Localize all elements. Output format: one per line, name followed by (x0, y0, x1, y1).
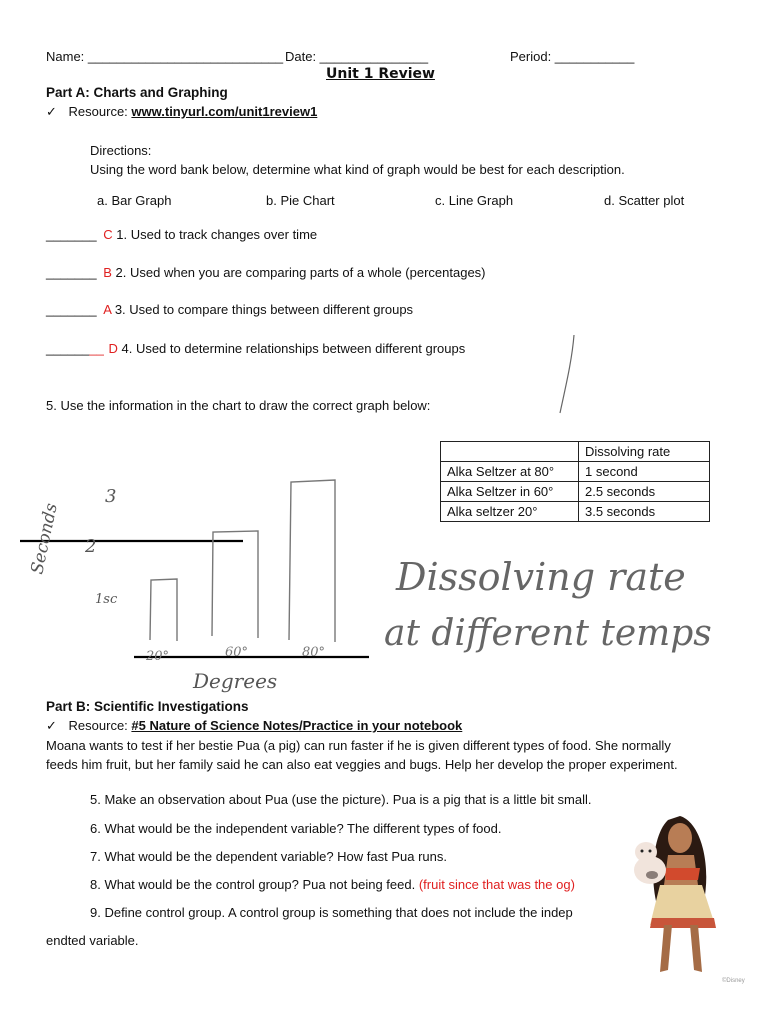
answer-text: D (108, 341, 118, 356)
word-bank-d: d. Scatter plot (604, 193, 685, 208)
answer-blank: _______ (46, 302, 97, 317)
resource-prefix: Resource: (68, 104, 132, 119)
answer-text: C (103, 227, 113, 242)
x-tick-80: 80° (302, 645, 326, 660)
answer-text: (fruit since that was the og) (418, 877, 575, 892)
directions-label: Directions: (90, 143, 152, 158)
resource-link[interactable]: #5 Nature of Science Notes/Practice in your notebook (131, 718, 463, 733)
pig-eye (649, 850, 652, 853)
x-tick-20: 20° (146, 649, 170, 664)
name-field: Name: ___________________________ (46, 49, 284, 64)
table-cell: Dissolving rate (579, 442, 710, 462)
part-b-heading: Part B: Scientific Investigations (46, 699, 249, 714)
answer-blank: _______ (46, 227, 97, 242)
top-shape (664, 868, 700, 880)
pig-head (635, 842, 657, 862)
part-b-question-9: 9. Define control group. A control group is something that does not include the indep (90, 905, 573, 920)
check-icon: ✓ (46, 718, 57, 733)
pig-eye (641, 850, 644, 853)
part-b-question-6: 6. What would be the independent variable? The different types of food. (90, 821, 502, 836)
table-cell: 3.5 seconds (579, 502, 710, 522)
copyright-mark: ©Disney (722, 978, 745, 984)
word-bank-b: b. Pie Chart (266, 193, 335, 208)
question-text: 3. Used to compare things between different groups (111, 302, 414, 317)
question-text: 4. Used to determine relationships between different groups (117, 341, 466, 356)
part-b-question-9-cont: endted variable. (46, 933, 139, 948)
table-cell: 1 second (579, 462, 710, 482)
part-b-question-5: 5. Make an observation about Pua (use the picture). Pua is a pig that is a little bit small. (90, 792, 592, 807)
tick-2: 2 (85, 536, 97, 557)
tick-1: 1sc (95, 592, 118, 607)
answer-blank: ______ (46, 341, 90, 356)
word-bank-a: a. Bar Graph (97, 193, 172, 208)
tick-3: 3 (105, 486, 117, 507)
intro-line-2: feeds him fruit, but her family said he can also eat veggies and bugs. Help her develop the proper experiment. (46, 757, 678, 772)
leg-left (660, 925, 672, 972)
pig-spot (646, 871, 658, 879)
resource-link[interactable]: www.tinyurl.com/unit1review1 (131, 104, 318, 119)
part-b-question-7: 7. What would be the dependent variable? How fast Pua runs. (90, 849, 447, 864)
answer-underline: __ (89, 341, 104, 356)
answer-text: A (103, 302, 112, 317)
x-tick-60: 60° (225, 645, 249, 660)
table-cell: Alka seltzer 20° (441, 502, 579, 522)
skirt-band (650, 918, 716, 928)
part-a-heading: Part A: Charts and Graphing (46, 85, 228, 100)
face-shape (668, 823, 692, 853)
table-cell: 2.5 seconds (579, 482, 710, 502)
y-axis-label: Seconds (27, 501, 62, 577)
question-text: 8. What would be the control group? Pua not being feed. (90, 877, 419, 892)
question-text: 1. Used to track changes over time (112, 227, 318, 242)
intro-line-1: Moana wants to test if her bestie Pua (a pig) can run faster if he is given different types of food. She normally (46, 738, 671, 753)
graph-title-line1: Dissolving rate (396, 555, 686, 599)
graph-title-line2: at different temps (384, 613, 712, 654)
answer-text: B (103, 265, 112, 280)
answer-blank: _______ (46, 265, 97, 280)
check-icon: ✓ (46, 104, 57, 119)
directions-text: Using the word bank below, determine what kind of graph would be best for each description. (90, 162, 625, 177)
period-field: Period: ___________ (510, 49, 635, 64)
leg-right (690, 925, 702, 972)
word-bank-c: c. Line Graph (435, 193, 514, 208)
question-text: 2. Used when you are comparing parts of a whole (percentages) (111, 265, 486, 280)
table-cell: Alka Seltzer in 60° (441, 482, 579, 502)
x-axis-label: Degrees (193, 669, 278, 693)
page-title: Unit 1 Review (326, 66, 435, 82)
date-field: Date: _______________ (285, 49, 429, 64)
resource-prefix: Resource: (68, 718, 132, 733)
question-5: 5. Use the information in the chart to draw the correct graph below: (46, 398, 431, 413)
table-cell: Alka Seltzer at 80° (441, 462, 579, 482)
